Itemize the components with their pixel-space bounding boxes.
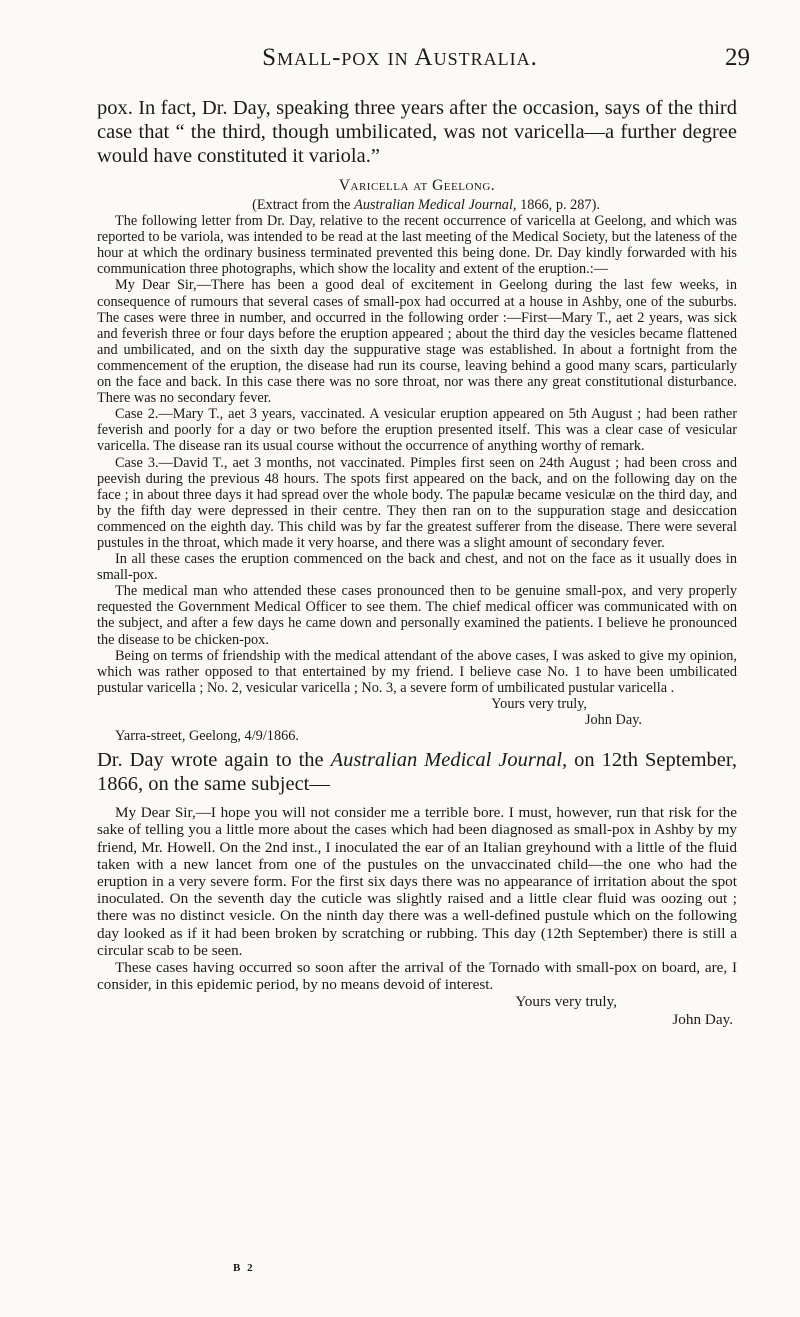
section-heading: Varicella at Geelong. <box>338 177 496 194</box>
second-intro-paragraph <box>97 748 737 796</box>
letter-paragraph: The medical man who attended these cases pronounced then to be genuine small-pox, and very properly requested the Government Medical Officer to see them. The chief medical officer was communicated with on the subject, and after a few days he came down and personally examined the patients. I believe he pronounced the disease to be chicken-pox. <box>97 583 737 648</box>
letter-signature: John Day. <box>584 712 642 728</box>
second-intro-prefix: Dr. Day wrote again to the <box>97 749 331 772</box>
extract-block <box>97 197 737 744</box>
letter-paragraph: In all these cases the eruption commenced on the back and chest, and not on the face as it usually does in small-pox. <box>97 551 737 584</box>
second-letter-paragraph: These cases having occurred so soon after the arrival of the Tornado with small-pox on board, are, I consider, in this epidemic period, by no means devoid of interest. <box>97 959 737 994</box>
letter-paragraph: Case 2.—Mary T., aet 3 years, vaccinated. A vesicular eruption appeared on 5th August ; had been rather feverish and poorly for a day or two before the eruption presented itself. This was a clear case of vesicular varicella. The disease ran its usual course without the occurrence of anything worthy of remark. <box>97 406 737 455</box>
letter-paragraph: My Dear Sir,—There has been a good deal of excitement in Geelong during the last few weeks, in consequence of rumours that several cases of small-pox had occurred at a house in Ashby, one of the suburbs. The cases were three in number, and occurred in the following order :—First—Mary T., aet 2 years, was sick and feverish three or four days before the eruption appeared ; about the third day the vesicles became flattened and umbilicated, and on the sixth day the suppurative stage was established. In about a fortnight from the commencement of the eruption, the disease had run its course, leaving behind a good many scars, particularly on the face and back. In this case there was no sore throat, nor was there any great constitutional disturbance. There was no secondary fever. <box>97 277 737 407</box>
letter-dateline: Yarra-street, Geelong, 4/9/1866. <box>115 728 299 745</box>
extract-paragraph: The following letter from Dr. Day, relative to the recent occurrence of varicella at Geelong, and which was reported to be variola, was intended to be read at the last meeting of the Medical Society, but the lateness of the hour at which the ordinary business terminated prevented this being done. Dr. Day kindly forwarded with his communication three photographs, which show the locality and extent of the eruption.:— <box>97 213 737 278</box>
page-number: 29 <box>725 44 750 71</box>
source-suffix: 1866, p. 287). <box>516 197 600 213</box>
page-content <box>97 96 737 1028</box>
running-title: Small-pox in Australia. <box>262 44 538 71</box>
letter-sign-off: Yours very truly, <box>491 695 587 712</box>
second-letter <box>97 804 737 1028</box>
letter-paragraph: Being on terms of friendship with the medical attendant of the above cases, I was asked to give my opinion, which was rather opposed to that entertained by my friend. I believe case No. 1 to have been umbilicated pustular varicella ; No. 2, vesicular varicella ; No. 3, a severe form of umbilicated pustular varicella . <box>97 647 737 696</box>
extract-source <box>97 197 737 213</box>
second-letter-signature: John Day. <box>672 1010 733 1028</box>
signature-mark: B 2 <box>233 1262 255 1274</box>
second-intro-suffix: on 12th September, 1866, on the same subject— <box>97 749 737 796</box>
second-intro-journal: Australian Medical Journal, <box>330 749 568 772</box>
page-header <box>0 44 800 76</box>
source-prefix: (Extract from the <box>252 197 355 213</box>
second-letter-paragraph: My Dear Sir,—I hope you will not consider me a terrible bore. I must, however, run that risk for the sake of telling you a little more about the cases which had been diagnosed as small-pox in Ashby by my friend, Mr. Howell. On the 2nd inst., I inoculated the ear of an Italian greyhound with a little of the fluid taken with a new lancet from one of the pustules on the unvaccinated child—the one who had the eruption in a very severe form. For the first six days there was no appearance of irritation about the spot inoculated. On the seventh day the cuticle was slightly raised and a little clear fluid was oozing out ; there was no distinct vesicle. On the ninth day there was a well-defined pustule which on the following day looked as if it had been broken by scratching or rubbing. This day (12th September) there is still a circular scab to be seen. <box>97 804 737 959</box>
letter-paragraph: Case 3.—David T., aet 3 months, not vaccinated. Pimples first seen on 24th August ; had been cross and peevish during the previous 48 hours. The spots first appeared on the back, and on the following day on the face ; in about three days it had spread over the whole body. The papulæ became vesiculæ on the third day, and by the fifth day were depressed in their centre. They then ran on to the suppuration stage and desiccation commenced on the eighth day. This child was by far the greatest sufferer from the disease. There were several pustules in the throat, which made it very hoarse, and there was a slight amount of secondary fever. <box>97 454 737 551</box>
second-letter-sign-off: Yours very truly, <box>515 993 617 1011</box>
intro-paragraph: pox. In fact, Dr. Day, speaking three years after the occasion, says of the third case that “ the third, though umbilicated, was not varicella—a further degree would have constituted it variola.” <box>97 97 737 167</box>
source-journal: Australian Medical Journal, <box>354 197 517 213</box>
